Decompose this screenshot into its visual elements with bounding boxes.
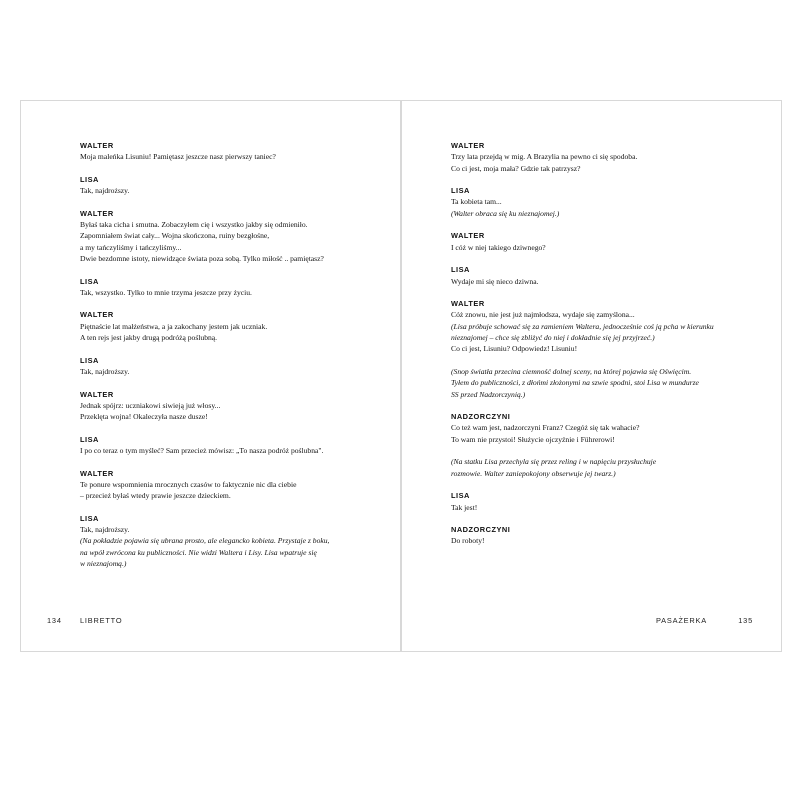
- dialogue-block: [451, 140, 723, 174]
- dialogue-line: Moja maleńka Lisuniu! Pamiętasz jeszcze nasz pierwszy taniec?: [80, 152, 276, 162]
- stage-direction-line: w nieznajomą.): [80, 558, 127, 568]
- dialogue-block: [80, 389, 352, 423]
- dialogue-block: [451, 185, 723, 219]
- stage-direction-line: Tyłem do publiczności, z dłońmi złożonymi na szwie spodni, stoi Lisa w mundurze: [451, 378, 699, 388]
- dialogue-line: Co ci jest, Lisuniu? Odpowiedz! Lisuniu!: [451, 344, 578, 354]
- dialogue-line: Dwie bezdomne istoty, niewidzące świata poza sobą. Tylko miłość .. pamiętasz?: [80, 253, 324, 263]
- dialogue-block: [80, 513, 352, 569]
- dialogue-block: [80, 140, 352, 163]
- dialogue-line: To wam nie przystoi! Służycie ojczyźnie i Führerowi!: [451, 434, 615, 444]
- stage-direction-block: [451, 366, 723, 400]
- speaker-name: WALTER: [80, 208, 114, 218]
- dialogue-line: Trzy lata przejdą w mig. A Brazylia na pewno ci się spodoba.: [451, 152, 638, 162]
- stage-direction-line: (Na pokładzie pojawia się ubrana prosto, ale elegancko kobieta. Przystaje z boku,: [80, 536, 330, 546]
- left-page-number: 134: [47, 616, 62, 625]
- dialogue-block: [451, 490, 723, 513]
- speaker-name: LISA: [451, 491, 470, 501]
- dialogue-block: [80, 309, 352, 343]
- dialogue-line: Wydaje mi się nieco dziwna.: [451, 276, 539, 286]
- dialogue-block: [80, 174, 352, 197]
- speaker-name: WALTER: [451, 231, 485, 241]
- dialogue-line: I po co teraz o tym myśleć? Sam przecież mówisz: „To nasza podróż poślubna".: [80, 446, 324, 456]
- stage-direction-line: (Na statku Lisa przechyla się przez reling i w napięciu przysłuchuje: [451, 457, 657, 467]
- dialogue-line: Tak, najdroższy.: [80, 366, 130, 376]
- left-running-head: LIBRETTO: [80, 616, 123, 625]
- dialogue-line: Do roboty!: [451, 536, 485, 546]
- speaker-name: LISA: [451, 186, 470, 196]
- dialogue-line: Przeklęta wojna! Okaleczyła nasze dusze!: [80, 412, 208, 422]
- right-page: [401, 100, 782, 652]
- dialogue-block: [451, 411, 723, 445]
- dialogue-line: Jednak spójrz: uczniakowi siwieją już włosy...: [80, 400, 221, 410]
- speaker-name: LISA: [80, 513, 99, 523]
- dialogue-line: Ta kobieta tam...: [451, 197, 502, 207]
- stage-direction-block: [451, 456, 723, 479]
- dialogue-line: – przecież byłaś wtedy prawie jeszcze dzieckiem.: [80, 491, 231, 501]
- dialogue-block: [451, 298, 723, 354]
- speaker-name: LISA: [80, 174, 99, 184]
- stage-direction-line: na wpół zwrócona ku publiczności. Nie widzi Waltera i Lisy. Lisa wpatruje się: [80, 547, 317, 557]
- dialogue-block: [80, 468, 352, 502]
- dialogue-block: [80, 355, 352, 378]
- dialogue-block: [451, 524, 723, 547]
- stage-direction-line: nieznajomej – chce się zbliżyć do niej i dokładnie się jej przyjrzeć.): [451, 333, 655, 343]
- stage-direction-line: SS przed Nadzorczynią.): [451, 389, 526, 399]
- speaker-name: WALTER: [451, 299, 485, 309]
- left-page: [20, 100, 401, 652]
- book-spread: [20, 100, 782, 652]
- speaker-name: WALTER: [80, 468, 114, 478]
- dialogue-line: Tak jest!: [451, 502, 478, 512]
- speaker-name: LISA: [80, 434, 99, 444]
- dialogue-block: [451, 230, 723, 253]
- dialogue-block: [80, 434, 352, 457]
- dialogue-line: Te ponure wspomnienia mrocznych czasów to faktycznie nic dla ciebie: [80, 479, 297, 489]
- stage-direction-line: (Snop światła przecina ciemność dolnej sceny, na której pojawia się Oświęcim.: [451, 366, 692, 376]
- dialogue-line: I cóż w niej takiego dziwnego?: [451, 242, 546, 252]
- speaker-name: LISA: [451, 265, 470, 275]
- speaker-name: LISA: [80, 355, 99, 365]
- dialogue-line: Tak, najdroższy.: [80, 186, 130, 196]
- stage-direction-line: rozmowie. Walter zaniepokojony obserwuje jej twarz.): [451, 468, 616, 478]
- dialogue-line: Byłaś taka cicha i smutna. Zobaczyłem cię i wszystko jakby się odmieniło.: [80, 220, 308, 230]
- speaker-name: NADZORCZYNI: [451, 525, 511, 535]
- speaker-name: WALTER: [451, 141, 485, 150]
- right-page-number: 135: [738, 616, 753, 625]
- dialogue-line: Tak, wszystko. Tylko to mnie trzyma jeszcze przy życiu.: [80, 287, 252, 297]
- dialogue-line: Zapomniałem świat cały... Wojna skończona, ruiny bezgłośne,: [80, 231, 270, 241]
- left-page-text: [80, 140, 352, 581]
- dialogue-line: Tak, najdroższy.: [80, 525, 130, 535]
- dialogue-block: [80, 208, 352, 264]
- speaker-name: WALTER: [80, 310, 114, 320]
- right-running-head: PASAŻERKA: [655, 616, 707, 625]
- dialogue-line: Piętnaście lat małżeństwa, a ja zakochany jestem jak uczniak.: [80, 321, 268, 331]
- speaker-name: LISA: [80, 276, 99, 286]
- stage-direction-line: (Walter obraca się ku nieznajomej.): [451, 208, 560, 218]
- speaker-name: WALTER: [80, 389, 114, 399]
- dialogue-line: a my tańczyliśmy i tańczyliśmy...: [80, 242, 182, 252]
- dialogue-line: Co też wam jest, nadzorczyni Franz? Czegóż się tak wahacie?: [451, 423, 640, 433]
- right-page-text: [451, 140, 723, 558]
- stage-direction-line: (Lisa próbuje schować się za ramieniem Waltera, jednocześnie coś ją pcha w kierunku: [451, 321, 714, 331]
- dialogue-block: [80, 276, 352, 299]
- dialogue-line: Co ci jest, moja mała? Gdzie tak patrzysz?: [451, 163, 581, 173]
- speaker-name: NADZORCZYNI: [451, 412, 511, 422]
- dialogue-line: Cóż znowu, nie jest już najmłodsza, wydaje się zamyślona...: [451, 310, 635, 320]
- dialogue-line: A ten rejs jest jakby drugą podróżą poślubną.: [80, 333, 218, 343]
- speaker-name: WALTER: [80, 141, 114, 150]
- dialogue-block: [451, 264, 723, 287]
